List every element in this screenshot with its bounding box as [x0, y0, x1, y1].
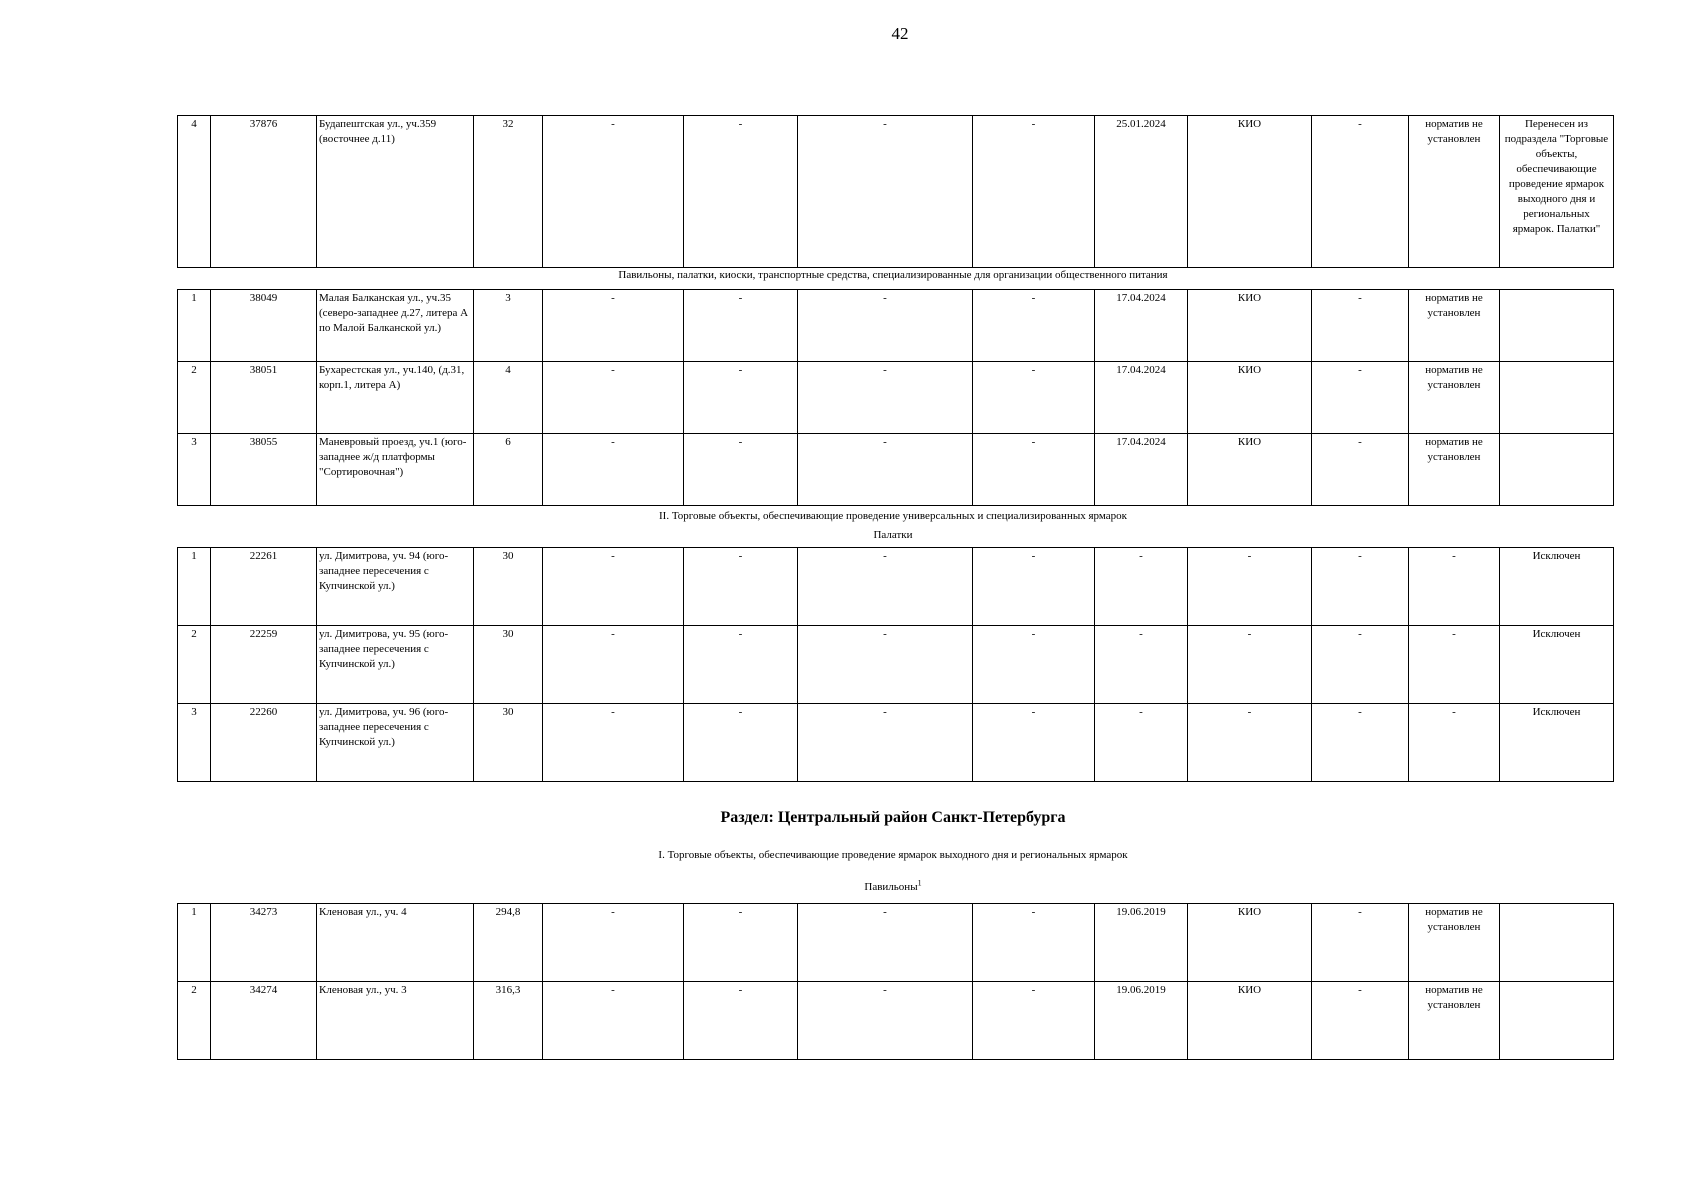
table-cell: 32 — [474, 116, 543, 268]
table-cell: 17.04.2024 — [1095, 362, 1188, 434]
table-row — [178, 904, 1614, 982]
table-cell: 1 — [178, 904, 211, 982]
footnote-marker: 1 — [917, 878, 922, 888]
caption-pavilions — [177, 880, 1609, 894]
table-cell: - — [1312, 626, 1409, 704]
table-cell: 1 — [178, 290, 211, 362]
table-row — [178, 116, 1614, 268]
table-cell: - — [684, 290, 798, 362]
table-cell: Исключен — [1500, 704, 1614, 782]
table-cell: Кленовая ул., уч. 4 — [317, 904, 474, 982]
table-cell: ул. Димитрова, уч. 94 (юго-западнее пересечения с Купчинской ул.) — [317, 548, 474, 626]
table-cell: - — [1312, 290, 1409, 362]
table-cell: - — [973, 982, 1095, 1060]
table-cell: 19.06.2019 — [1095, 904, 1188, 982]
table-cell: - — [973, 548, 1095, 626]
table-cell: - — [1188, 626, 1312, 704]
table-cell: - — [543, 116, 684, 268]
table-cell — [1500, 362, 1614, 434]
table-cell: - — [1409, 548, 1500, 626]
table-cell: КИО — [1188, 434, 1312, 506]
table-cell: 22260 — [211, 704, 317, 782]
table-cell: норматив не установлен — [1409, 290, 1500, 362]
section-title: Раздел: Центральный район Санкт-Петербурга — [720, 809, 1066, 826]
table-cell: Исключен — [1500, 548, 1614, 626]
table-cell: - — [543, 290, 684, 362]
table-cell: - — [1188, 548, 1312, 626]
table-cell: 38049 — [211, 290, 317, 362]
table-cell: 30 — [474, 548, 543, 626]
table-cell: Кленовая ул., уч. 3 — [317, 982, 474, 1060]
table-cell: - — [973, 626, 1095, 704]
page-number: 42 — [891, 24, 909, 43]
table-cell: - — [973, 116, 1095, 268]
table-cell: 2 — [178, 626, 211, 704]
table-cell — [1500, 982, 1614, 1060]
table-cell: 37876 — [211, 116, 317, 268]
caption-section-1: I. Торговые объекты, обеспечивающие проведение ярмарок выходного дня и региональных ярмарок — [658, 849, 1128, 861]
table-cell: - — [543, 548, 684, 626]
table-cell: - — [543, 626, 684, 704]
table-cell: - — [798, 434, 973, 506]
table-cell: - — [684, 626, 798, 704]
table-cell: 34274 — [211, 982, 317, 1060]
table-cell: 2 — [178, 362, 211, 434]
table-cell: - — [973, 904, 1095, 982]
table-cell: - — [798, 982, 973, 1060]
table-cell: 38055 — [211, 434, 317, 506]
table-cell: Маневровый проезд, уч.1 (юго-западнее ж/д платформы "Сортировочная") — [317, 434, 474, 506]
table-cell: - — [1095, 548, 1188, 626]
table-row — [178, 434, 1614, 506]
table-cell: - — [684, 704, 798, 782]
table-row — [178, 626, 1614, 704]
table-cell: - — [1312, 548, 1409, 626]
table-moved-objects — [177, 115, 1614, 268]
table-cell: КИО — [1188, 904, 1312, 982]
caption-food-service: Павильоны, палатки, киоски, транспортные средства, специализированные для организации общественного питания — [618, 269, 1168, 281]
table-cell: КИО — [1188, 362, 1312, 434]
table-cell: - — [1312, 362, 1409, 434]
table-cell: - — [684, 116, 798, 268]
table-cell: - — [798, 116, 973, 268]
table-tents — [177, 547, 1614, 782]
table-cell: 294,8 — [474, 904, 543, 982]
table-cell: - — [973, 704, 1095, 782]
table-cell: 4 — [178, 116, 211, 268]
table-cell: - — [798, 904, 973, 982]
table-cell: - — [684, 904, 798, 982]
table-pavilions — [177, 903, 1614, 1060]
caption-pavilions-text: Павильоны — [864, 881, 918, 893]
table-cell: 38051 — [211, 362, 317, 434]
table-cell: - — [1188, 704, 1312, 782]
table-cell: - — [1409, 626, 1500, 704]
table-cell: ул. Димитрова, уч. 95 (юго-западнее пересечения с Купчинской ул.) — [317, 626, 474, 704]
table-cell: - — [684, 982, 798, 1060]
table-cell: Исключен — [1500, 626, 1614, 704]
caption-tents: Палатки — [873, 529, 913, 541]
table-cell: норматив не установлен — [1409, 904, 1500, 982]
table-cell: - — [684, 548, 798, 626]
table-cell: 22261 — [211, 548, 317, 626]
table-cell: - — [1312, 116, 1409, 268]
table-cell: - — [543, 704, 684, 782]
table-cell: 17.04.2024 — [1095, 434, 1188, 506]
table-cell: 19.06.2019 — [1095, 982, 1188, 1060]
table-cell: норматив не установлен — [1409, 982, 1500, 1060]
table-cell: КИО — [1188, 290, 1312, 362]
table-cell: - — [684, 362, 798, 434]
table-cell: - — [543, 982, 684, 1060]
table-cell: - — [973, 434, 1095, 506]
table-cell: - — [798, 362, 973, 434]
table-cell: норматив не установлен — [1409, 116, 1500, 268]
table-cell: - — [798, 626, 973, 704]
table-cell: - — [798, 548, 973, 626]
table-cell: - — [1409, 704, 1500, 782]
table-cell: - — [1312, 704, 1409, 782]
table-cell: - — [1095, 626, 1188, 704]
table-cell: 6 — [474, 434, 543, 506]
table-cell: 25.01.2024 — [1095, 116, 1188, 268]
table-cell: - — [543, 904, 684, 982]
table-cell: - — [798, 704, 973, 782]
table-cell: Малая Балканская ул., уч.35 (северо-западнее д.27, литера А по Малой Балканской ул.) — [317, 290, 474, 362]
table-cell: 3 — [178, 434, 211, 506]
table-cell: - — [973, 362, 1095, 434]
table-cell: - — [1312, 434, 1409, 506]
table-cell: Бухарестская ул., уч.140, (д.31, корп.1, литера А) — [317, 362, 474, 434]
table-cell: - — [543, 434, 684, 506]
table-cell: КИО — [1188, 982, 1312, 1060]
table-cell: Будапештская ул., уч.359 (восточнее д.11) — [317, 116, 474, 268]
table-cell — [1500, 434, 1614, 506]
table-cell: 1 — [178, 548, 211, 626]
table-cell: - — [1312, 982, 1409, 1060]
table-cell: 3 — [474, 290, 543, 362]
table-cell: КИО — [1188, 116, 1312, 268]
table-cell: ул. Димитрова, уч. 96 (юго-западнее пересечения с Купчинской ул.) — [317, 704, 474, 782]
table-cell: 316,3 — [474, 982, 543, 1060]
table-row — [178, 982, 1614, 1060]
table-cell: - — [1095, 704, 1188, 782]
table-cell: норматив не установлен — [1409, 362, 1500, 434]
table-cell: - — [684, 434, 798, 506]
table-row — [178, 704, 1614, 782]
table-cell: 34273 — [211, 904, 317, 982]
table-cell — [1500, 290, 1614, 362]
table-cell — [1500, 904, 1614, 982]
table-cell: 2 — [178, 982, 211, 1060]
caption-section-2: II. Торговые объекты, обеспечивающие проведение универсальных и специализированных ярмарок — [659, 510, 1127, 522]
table-cell: - — [1312, 904, 1409, 982]
table-row — [178, 548, 1614, 626]
table-row — [178, 362, 1614, 434]
table-food-service — [177, 289, 1614, 506]
table-cell: - — [543, 362, 684, 434]
table-cell: Перенесен из подраздела "Торговые объекты, обеспечивающие проведение ярмарок выходного дня и региональных ярмарок. Палатки" — [1500, 116, 1614, 268]
table-row — [178, 290, 1614, 362]
table-cell: - — [973, 290, 1095, 362]
table-cell: 22259 — [211, 626, 317, 704]
table-cell: - — [798, 290, 973, 362]
table-cell: 4 — [474, 362, 543, 434]
table-cell: 3 — [178, 704, 211, 782]
table-cell: норматив не установлен — [1409, 434, 1500, 506]
table-cell: 30 — [474, 626, 543, 704]
table-cell: 17.04.2024 — [1095, 290, 1188, 362]
table-cell: 30 — [474, 704, 543, 782]
